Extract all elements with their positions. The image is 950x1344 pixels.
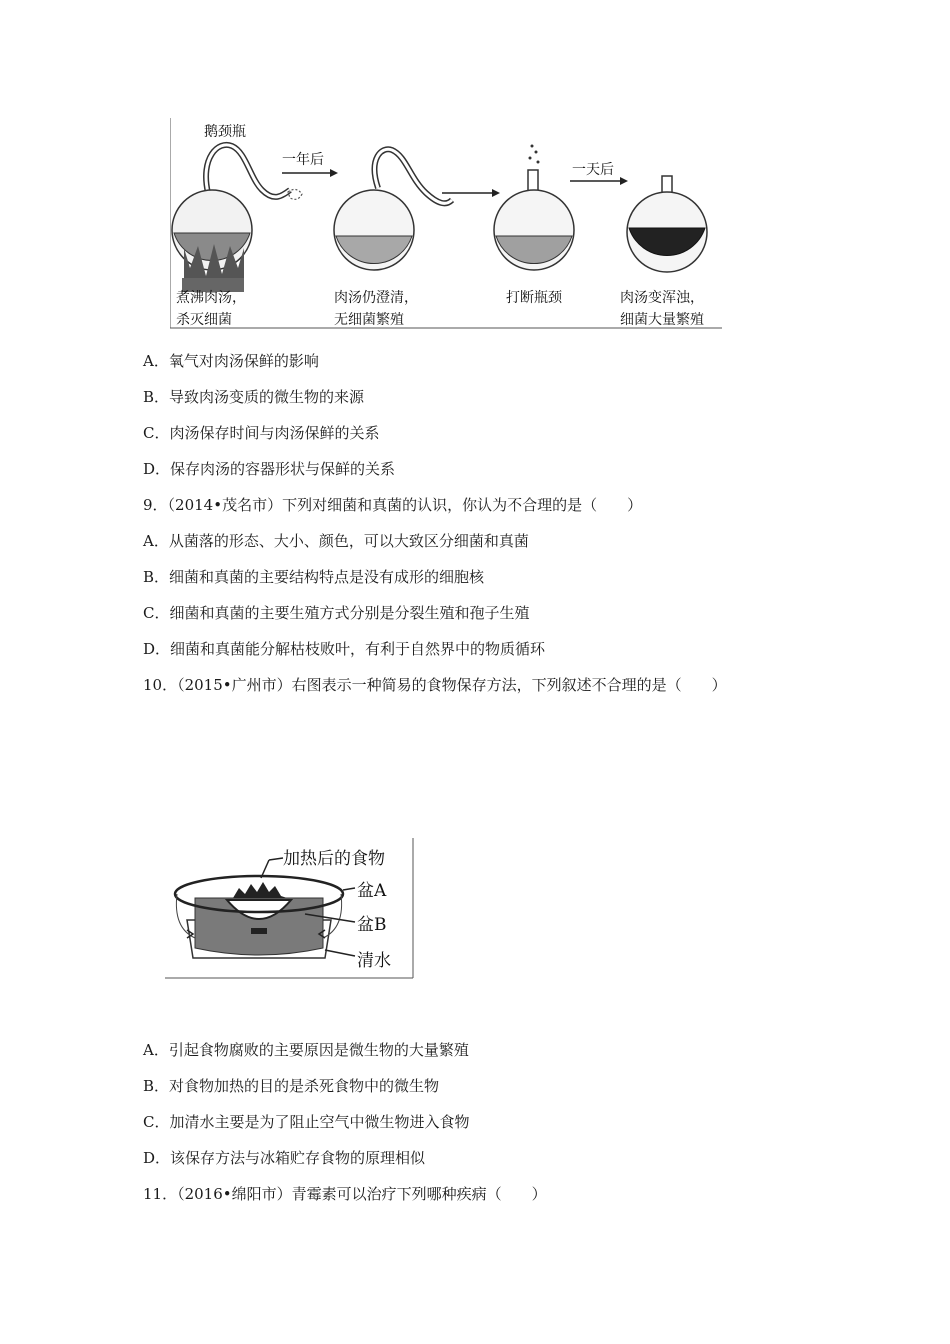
food-preservation-figure	[165, 838, 417, 980]
q8-option-a: A．氧气对肉汤保鲜的影响	[143, 352, 319, 370]
label-basin-b: 盆B	[357, 915, 387, 935]
arrow-label-one-year: 一年后	[282, 152, 324, 168]
caption-1-line-2: 杀灭细菌	[176, 312, 232, 328]
q9-stem: 9．（2014•茂名市）下列对细菌和真菌的认识，你认为不合理的是（ ）	[143, 496, 643, 514]
arrow-label-one-day: 一天后	[572, 162, 614, 178]
q9-option-d: D．细菌和真菌能分解枯枝败叶，有利于自然界中的物质循环	[143, 640, 546, 658]
caption-2-line-1: 肉汤仍澄清，	[334, 290, 418, 306]
label-clear-water: 清水	[357, 951, 391, 971]
flask-broken-neck	[494, 145, 574, 271]
label-heated-food: 加热后的食物	[283, 849, 385, 869]
caption-4-line-2: 细菌大量繁殖	[620, 312, 704, 328]
q9-option-a: A．从菌落的形态、大小、颜色，可以大致区分细菌和真菌	[143, 532, 529, 550]
flask-clear	[334, 149, 452, 270]
q10-option-a: A．引起食物腐败的主要原因是微生物的大量繁殖	[143, 1041, 469, 1059]
q11-stem: 11．（2016•绵阳市）青霉素可以治疗下列哪种疾病（ ）	[143, 1185, 547, 1203]
q8-option-d: D．保存肉汤的容器形状与保鲜的关系	[143, 460, 396, 478]
q10-option-c: C．加清水主要是为了阻止空气中微生物进入食物	[143, 1113, 470, 1131]
swan-neck-flask-figure	[170, 118, 722, 333]
q9-option-c: C．细菌和真菌的主要生殖方式分别是分裂生殖和孢子生殖	[143, 604, 530, 622]
q10-stem: 10．（2015•广州市）右图表示一种简易的食物保存方法，下列叙述不合理的是（ ）	[143, 676, 727, 694]
caption-3-line-1: 打断瓶颈	[506, 290, 562, 306]
q10-option-d: D．该保存方法与冰箱贮存食物的原理相似	[143, 1149, 426, 1167]
label-basin-a: 盆A	[357, 881, 387, 901]
caption-2-line-2: 无细菌繁殖	[334, 312, 404, 328]
q8-option-b: B．导致肉汤变质的微生物的来源	[143, 388, 365, 406]
flask-turbid	[627, 176, 707, 272]
q9-option-b: B．细菌和真菌的主要结构特点是没有成形的细胞核	[143, 568, 485, 586]
caption-4-line-1: 肉汤变浑浊，	[620, 290, 704, 306]
q8-option-c: C．肉汤保存时间与肉汤保鲜的关系	[143, 424, 380, 442]
q10-option-b: B．对食物加热的目的是杀死食物中的微生物	[143, 1077, 440, 1095]
flask-label: 鹅颈瓶	[204, 124, 246, 140]
caption-1-line-1: 煮沸肉汤，	[176, 290, 246, 306]
